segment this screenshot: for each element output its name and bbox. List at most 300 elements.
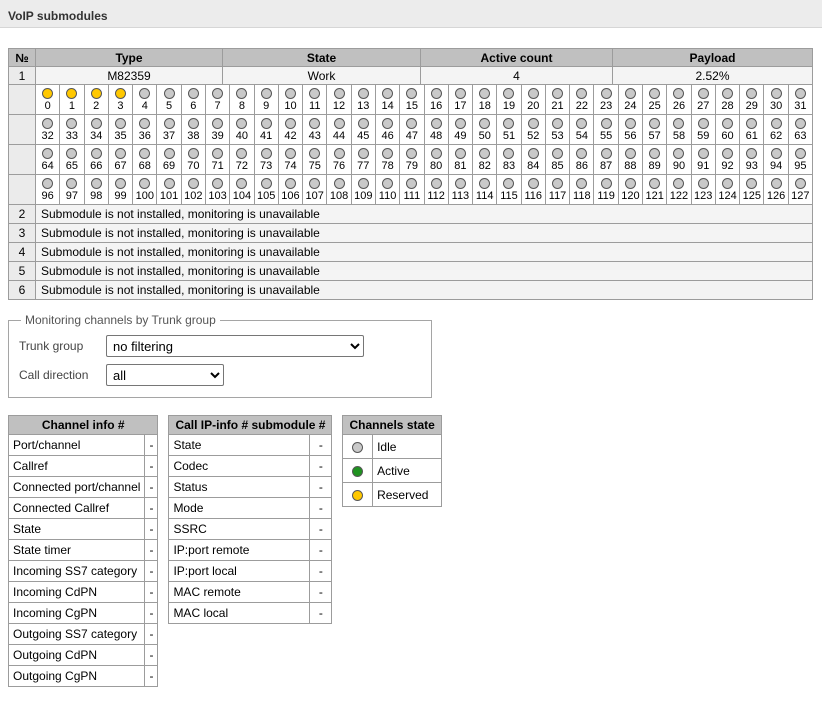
channel-111[interactable] <box>399 175 423 204</box>
channel-107[interactable] <box>302 175 326 204</box>
channel-idle-icon <box>795 178 806 189</box>
channel-125[interactable] <box>739 175 763 204</box>
channel-number: 21 <box>551 100 564 112</box>
channel-26[interactable] <box>666 85 690 114</box>
channel-number: 16 <box>430 100 443 112</box>
channel-number: 61 <box>745 130 758 142</box>
channel-76[interactable] <box>326 145 350 174</box>
channel-idle-icon <box>722 118 733 129</box>
channel-idle-icon <box>431 118 442 129</box>
channel-101[interactable] <box>156 175 180 204</box>
channel-number: 97 <box>65 190 79 202</box>
channel-77[interactable] <box>351 145 375 174</box>
channel-idle-icon <box>771 178 782 189</box>
channel-18[interactable] <box>472 85 496 114</box>
legend-label: Reserved <box>373 483 442 507</box>
channel-reserved-icon <box>66 88 77 99</box>
channel-number: 40 <box>235 130 249 142</box>
channel-100[interactable] <box>132 175 156 204</box>
channel-11[interactable] <box>302 85 326 114</box>
channel-number: 51 <box>502 130 516 142</box>
channel-idle-icon <box>236 178 247 189</box>
channel-4[interactable] <box>132 85 156 114</box>
channel-45[interactable] <box>351 115 375 144</box>
channel-35[interactable] <box>108 115 132 144</box>
channel-53[interactable] <box>545 115 569 144</box>
channel-108[interactable] <box>326 175 350 204</box>
channel-72[interactable] <box>229 145 253 174</box>
reserved-state-icon <box>352 490 363 501</box>
channel-number: 79 <box>405 160 418 172</box>
active-state-icon <box>352 466 363 477</box>
channel-number: 89 <box>648 160 661 172</box>
channel-120[interactable] <box>618 175 642 204</box>
channel-idle-icon <box>528 178 539 189</box>
channel-74[interactable] <box>278 145 302 174</box>
channel-idle-icon <box>528 118 539 129</box>
channel-43[interactable] <box>302 115 326 144</box>
channel-idle-icon <box>795 88 806 99</box>
channel-78[interactable] <box>375 145 399 174</box>
channel-number: 55 <box>599 130 613 142</box>
channel-38[interactable] <box>181 115 205 144</box>
channel-number: 105 <box>256 190 276 202</box>
channel-127[interactable] <box>788 175 812 204</box>
channel-number: 82 <box>478 160 491 172</box>
channel-idle-icon <box>188 178 199 189</box>
channel-idle-icon <box>358 118 369 129</box>
field-label: Callref <box>9 456 145 477</box>
channel-17[interactable] <box>448 85 472 114</box>
channel-number: 62 <box>769 130 783 142</box>
channel-number: 2 <box>93 100 100 112</box>
channel-10[interactable] <box>278 85 302 114</box>
field-value: - <box>145 540 158 561</box>
channel-95[interactable] <box>788 145 812 174</box>
channel-number: 114 <box>475 190 494 202</box>
submodule-status-message: Submodule is not installed, monitoring is unavailable <box>36 205 813 224</box>
channel-12[interactable] <box>326 85 350 114</box>
channel-106[interactable] <box>278 175 302 204</box>
channel-number: 78 <box>381 160 394 172</box>
channel-number: 3 <box>117 100 124 112</box>
call-ip-info-row <box>169 561 332 582</box>
channel-8[interactable] <box>229 85 253 114</box>
channel-0[interactable] <box>36 85 59 114</box>
channel-number: 54 <box>575 130 588 142</box>
channel-idle-icon <box>115 118 126 129</box>
channel-number: 86 <box>575 160 588 172</box>
channel-70[interactable] <box>181 145 205 174</box>
channel-42[interactable] <box>278 115 302 144</box>
channel-13[interactable] <box>351 85 375 114</box>
channel-number: 50 <box>478 130 491 142</box>
field-label: MAC remote <box>169 582 310 603</box>
channel-116[interactable] <box>521 175 545 204</box>
channel-idle-icon <box>673 148 684 159</box>
channel-idle-icon <box>673 118 684 129</box>
channel-number: 45 <box>357 130 370 142</box>
legend-label: Active <box>373 459 442 483</box>
channel-23[interactable] <box>593 85 617 114</box>
channel-5[interactable] <box>156 85 180 114</box>
channel-66[interactable] <box>84 145 108 174</box>
page-header <box>0 0 822 28</box>
channel-65[interactable] <box>59 145 83 174</box>
channel-46[interactable] <box>375 115 399 144</box>
channel-57[interactable] <box>642 115 666 144</box>
channel-48[interactable] <box>424 115 448 144</box>
channel-44[interactable] <box>326 115 350 144</box>
channel-idle-icon <box>746 118 757 129</box>
channel-28[interactable] <box>715 85 739 114</box>
field-label: State timer <box>9 540 145 561</box>
channel-number: 41 <box>260 130 273 142</box>
channel-7[interactable] <box>205 85 229 114</box>
channel-idle-icon <box>212 148 223 159</box>
field-value: - <box>310 456 332 477</box>
channel-number: 4 <box>141 100 148 112</box>
channel-121[interactable] <box>642 175 666 204</box>
channel-idle-icon <box>261 88 272 99</box>
channel-62[interactable] <box>763 115 787 144</box>
channel-idle-icon <box>309 118 320 129</box>
channel-55[interactable] <box>593 115 617 144</box>
channel-19[interactable] <box>496 85 520 114</box>
channel-number: 92 <box>721 160 734 172</box>
legend-row-idle <box>343 435 441 459</box>
channel-idle-icon <box>601 148 612 159</box>
channel-idle-icon <box>552 118 563 129</box>
channel-number: 72 <box>235 160 249 172</box>
channel-number: 102 <box>184 190 203 202</box>
channel-22[interactable] <box>569 85 593 114</box>
col-header-active-count: Active count <box>421 49 613 67</box>
channel-32[interactable] <box>36 115 59 144</box>
submodule-row-4 <box>9 243 813 262</box>
trunk-group-row <box>19 335 421 357</box>
submodule-status-message: Submodule is not installed, monitoring is unavailable <box>36 281 813 300</box>
field-label: Outgoing CdPN <box>9 645 145 666</box>
channel-69[interactable] <box>156 145 180 174</box>
channel-50[interactable] <box>472 115 496 144</box>
channel-number: 108 <box>329 190 349 202</box>
channel-info-title: Channel info # <box>9 416 158 435</box>
channel-idle-icon <box>698 88 709 99</box>
channel-number: 39 <box>211 130 224 142</box>
channel-number: 12 <box>332 100 346 112</box>
channel-idle-icon <box>601 88 612 99</box>
channel-idle-icon <box>625 118 636 129</box>
channel-64[interactable] <box>36 145 59 174</box>
channel-96[interactable] <box>36 175 59 204</box>
channel-number: 53 <box>551 130 564 142</box>
channel-idle-icon <box>746 178 757 189</box>
channel-number: 76 <box>332 160 346 172</box>
channel-98[interactable] <box>84 175 108 204</box>
channel-104[interactable] <box>229 175 253 204</box>
field-label: Mode <box>169 498 310 519</box>
channel-idle-icon <box>431 88 442 99</box>
field-label: Outgoing SS7 category <box>9 624 145 645</box>
channel-49[interactable] <box>448 115 472 144</box>
channel-idle-icon <box>698 148 709 159</box>
channel-73[interactable] <box>254 145 278 174</box>
channel-number: 125 <box>742 190 761 202</box>
field-value: - <box>145 561 158 582</box>
channel-number: 109 <box>354 190 373 202</box>
field-value: - <box>145 456 158 477</box>
channel-47[interactable] <box>399 115 423 144</box>
channel-40[interactable] <box>229 115 253 144</box>
channel-114[interactable] <box>472 175 496 204</box>
channel-122[interactable] <box>666 175 690 204</box>
legend-row-active <box>343 459 441 483</box>
channel-number: 14 <box>381 100 394 112</box>
channel-29[interactable] <box>739 85 763 114</box>
channel-83[interactable] <box>496 145 520 174</box>
channel-51[interactable] <box>496 115 520 144</box>
channel-idle-icon <box>528 88 539 99</box>
col-header-state: State <box>223 49 421 67</box>
channel-idle-icon <box>42 148 53 159</box>
channel-79[interactable] <box>399 145 423 174</box>
call-direction-row <box>19 364 421 386</box>
channel-75[interactable] <box>302 145 326 174</box>
channel-number: 74 <box>284 160 297 172</box>
channel-1[interactable] <box>59 85 83 114</box>
channel-94[interactable] <box>763 145 787 174</box>
channel-number: 110 <box>378 190 397 202</box>
channel-idle-icon <box>601 178 612 189</box>
channel-number: 42 <box>284 130 297 142</box>
channel-number: 93 <box>745 160 758 172</box>
channel-idle-icon <box>115 148 126 159</box>
channel-idle-icon <box>795 118 806 129</box>
channel-idle-icon <box>382 88 393 99</box>
channel-idle-icon <box>91 178 102 189</box>
call-direction-select[interactable] <box>106 364 224 386</box>
channel-idle-icon <box>746 148 757 159</box>
channel-39[interactable] <box>205 115 229 144</box>
submodule-1-type: M82359 <box>36 67 223 85</box>
channel-115[interactable] <box>496 175 520 204</box>
field-label: IP:port local <box>169 561 310 582</box>
channel-grid-row-32 <box>9 115 813 145</box>
submodule-number: 4 <box>9 243 36 262</box>
channel-84[interactable] <box>521 145 545 174</box>
channel-126[interactable] <box>763 175 787 204</box>
channel-58[interactable] <box>666 115 690 144</box>
channel-52[interactable] <box>521 115 545 144</box>
channel-idle-icon <box>431 148 442 159</box>
idle-state-icon <box>352 442 363 453</box>
field-label: Incoming CgPN <box>9 603 145 624</box>
channel-24[interactable] <box>618 85 642 114</box>
channel-61[interactable] <box>739 115 763 144</box>
channel-number: 127 <box>791 190 810 202</box>
channel-number: 35 <box>114 130 127 142</box>
channel-118[interactable] <box>569 175 593 204</box>
channel-59[interactable] <box>691 115 715 144</box>
channel-30[interactable] <box>763 85 787 114</box>
channel-2[interactable] <box>84 85 108 114</box>
channel-idle-icon <box>406 88 417 99</box>
field-value: - <box>310 582 332 603</box>
channel-number: 19 <box>502 100 516 112</box>
page-title: VoIP submodules <box>8 9 108 23</box>
field-label: Port/channel <box>9 435 145 456</box>
channel-idle-icon <box>576 88 587 99</box>
channel-idle-icon <box>455 178 466 189</box>
channel-number: 107 <box>305 190 324 202</box>
channel-103[interactable] <box>205 175 229 204</box>
channel-idle-icon <box>309 178 320 189</box>
channel-87[interactable] <box>593 145 617 174</box>
channel-33[interactable] <box>59 115 83 144</box>
channel-number: 83 <box>502 160 516 172</box>
channel-idle-icon <box>42 178 53 189</box>
field-value: - <box>145 519 158 540</box>
channel-89[interactable] <box>642 145 666 174</box>
channel-81[interactable] <box>448 145 472 174</box>
channel-idle-icon <box>601 118 612 129</box>
field-label: MAC local <box>169 603 310 624</box>
channel-25[interactable] <box>642 85 666 114</box>
channel-idle-icon <box>42 118 53 129</box>
channel-idle-icon <box>625 88 636 99</box>
channel-idle-icon <box>188 118 199 129</box>
channel-60[interactable] <box>715 115 739 144</box>
channel-number: 75 <box>308 160 321 172</box>
channel-idle-icon <box>91 148 102 159</box>
channel-number: 117 <box>548 190 567 202</box>
field-label: Connected port/channel <box>9 477 145 498</box>
channel-idle-icon <box>698 178 709 189</box>
channel-85[interactable] <box>545 145 569 174</box>
channel-82[interactable] <box>472 145 496 174</box>
channel-56[interactable] <box>618 115 642 144</box>
submodule-number: 3 <box>9 224 36 243</box>
channel-number: 30 <box>769 100 783 112</box>
channel-number: 60 <box>721 130 734 142</box>
submodule-number: 5 <box>9 262 36 281</box>
channel-105[interactable] <box>254 175 278 204</box>
channel-idle-icon <box>649 118 660 129</box>
channel-number: 116 <box>524 190 543 202</box>
channel-97[interactable] <box>59 175 83 204</box>
channel-54[interactable] <box>569 115 593 144</box>
grid-row-number-cell <box>9 115 36 145</box>
channel-91[interactable] <box>691 145 715 174</box>
channel-3[interactable] <box>108 85 132 114</box>
trunk-filter-legend: Monitoring channels by Trunk group <box>25 313 216 327</box>
field-label: Connected Callref <box>9 498 145 519</box>
channel-9[interactable] <box>254 85 278 114</box>
col-header-payload: Payload <box>613 49 813 67</box>
channel-info-row <box>9 540 158 561</box>
channel-110[interactable] <box>375 175 399 204</box>
channel-71[interactable] <box>205 145 229 174</box>
channel-idle-icon <box>479 178 490 189</box>
channel-16[interactable] <box>424 85 448 114</box>
channel-92[interactable] <box>715 145 739 174</box>
channel-number: 32 <box>41 130 54 142</box>
channel-36[interactable] <box>132 115 156 144</box>
channel-113[interactable] <box>448 175 472 204</box>
channel-idle-icon <box>139 178 150 189</box>
channel-number: 77 <box>357 160 370 172</box>
channel-idle-icon <box>188 148 199 159</box>
channel-idle-icon <box>552 148 563 159</box>
trunk-group-select[interactable] <box>106 335 364 357</box>
channel-123[interactable] <box>691 175 715 204</box>
channel-117[interactable] <box>545 175 569 204</box>
channel-37[interactable] <box>156 115 180 144</box>
channel-grid-row-0 <box>9 85 813 115</box>
channel-idle-icon <box>358 88 369 99</box>
channel-102[interactable] <box>181 175 205 204</box>
channel-112[interactable] <box>424 175 448 204</box>
channel-68[interactable] <box>132 145 156 174</box>
channel-number: 84 <box>527 160 540 172</box>
channel-109[interactable] <box>351 175 375 204</box>
channel-15[interactable] <box>399 85 423 114</box>
channel-67[interactable] <box>108 145 132 174</box>
not-installed-rows <box>9 205 813 300</box>
channel-31[interactable] <box>788 85 812 114</box>
channel-93[interactable] <box>739 145 763 174</box>
channel-reserved-icon <box>91 88 102 99</box>
channel-number: 33 <box>65 130 79 142</box>
channel-number: 67 <box>114 160 127 172</box>
channel-number: 34 <box>90 130 103 142</box>
channel-number: 20 <box>527 100 540 112</box>
channel-idle-icon <box>771 148 782 159</box>
field-label: Status <box>169 477 310 498</box>
channel-88[interactable] <box>618 145 642 174</box>
field-value: - <box>145 498 158 519</box>
channel-86[interactable] <box>569 145 593 174</box>
channel-124[interactable] <box>715 175 739 204</box>
col-header-number: № <box>9 49 36 67</box>
grid-row-number-cell <box>9 175 36 205</box>
channel-6[interactable] <box>181 85 205 114</box>
channel-119[interactable] <box>593 175 617 204</box>
field-value: - <box>310 540 332 561</box>
channel-27[interactable] <box>691 85 715 114</box>
submodule-row-6 <box>9 281 813 300</box>
channel-34[interactable] <box>84 115 108 144</box>
field-label: SSRC <box>169 519 310 540</box>
channel-number: 7 <box>214 100 221 112</box>
channel-number: 123 <box>694 190 713 202</box>
channel-41[interactable] <box>254 115 278 144</box>
channel-21[interactable] <box>545 85 569 114</box>
field-label: Outgoing CgPN <box>9 666 145 687</box>
channel-idle-icon <box>455 118 466 129</box>
call-direction-label: Call direction <box>19 368 89 382</box>
channel-90[interactable] <box>666 145 690 174</box>
channel-number: 13 <box>357 100 370 112</box>
channel-63[interactable] <box>788 115 812 144</box>
channel-20[interactable] <box>521 85 545 114</box>
channel-14[interactable] <box>375 85 399 114</box>
channel-idle-icon <box>334 88 345 99</box>
channel-80[interactable] <box>424 145 448 174</box>
channel-99[interactable] <box>108 175 132 204</box>
channel-number: 120 <box>621 190 640 202</box>
